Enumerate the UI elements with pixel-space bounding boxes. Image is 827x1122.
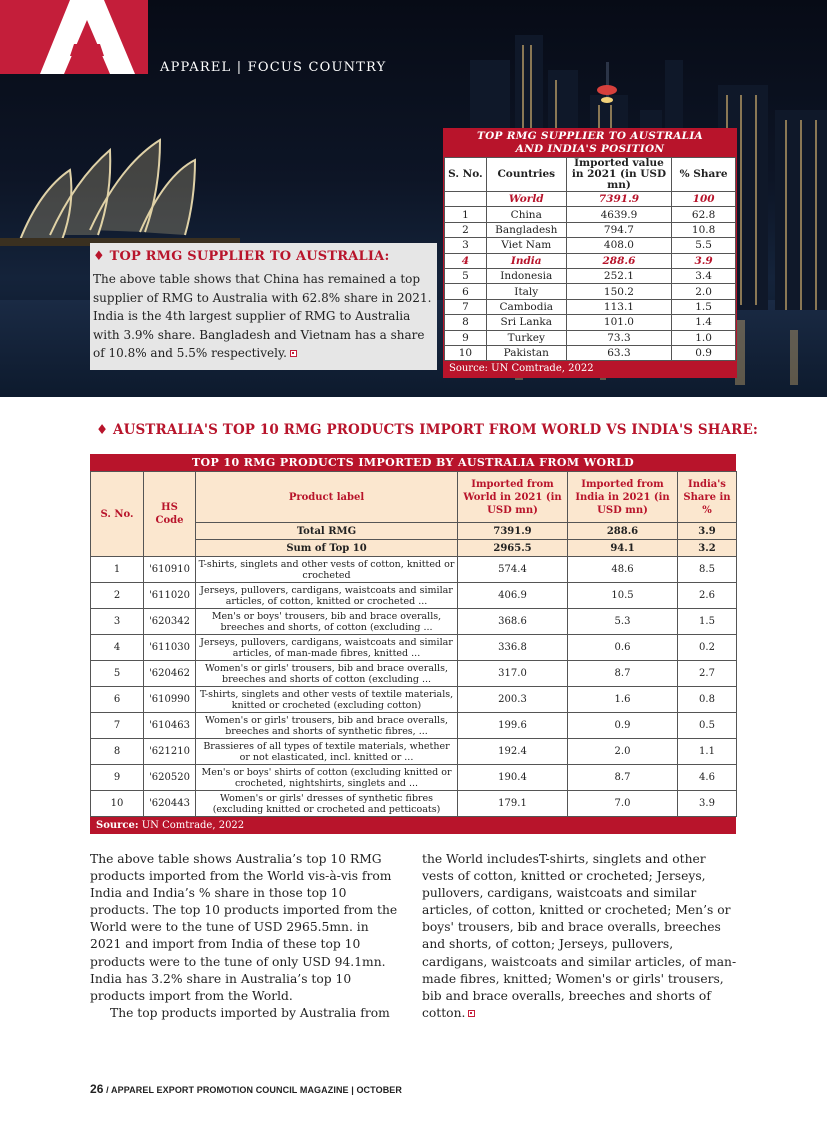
table1-cell-country: China (486, 207, 566, 222)
table2-cell-india: 0.9 (568, 713, 678, 739)
table2-cell-india: 1.6 (568, 687, 678, 713)
table1-cell-value: 4639.9 (566, 207, 672, 222)
end-mark-icon (290, 350, 297, 357)
table1-cell-value: 408.0 (566, 238, 672, 253)
table1-cell-value: 794.7 (566, 222, 672, 237)
table2-row (91, 713, 737, 739)
table1-cell-value: 73.3 (566, 330, 672, 345)
total-label: Total RMG (196, 523, 458, 540)
table2-cell-india: 7.0 (568, 791, 678, 817)
infobox-text-body: The above table shows that China has remained a top supplier of RMG to Australia with 62.8% share in 2021. India is the 4th largest supplier of RMG to Australia with 3.9% share. Bangladesh and Vietnam has a share of 10.8% and 5.5% respectively. (93, 272, 432, 360)
table1-cell-share: 3.9 (672, 253, 736, 268)
table2-cell-sno: 5 (91, 661, 144, 687)
table2-cell-world: 190.4 (458, 765, 568, 791)
table1-cell-share: 1.0 (672, 330, 736, 345)
table1-cell-sno: 4 (445, 253, 487, 268)
sum-world: 2965.5 (458, 540, 568, 557)
table2-col-share: India's Share in % (678, 472, 737, 523)
table1-row (445, 268, 736, 283)
sum-share: 3.2 (678, 540, 737, 557)
table2-cell-world: 574.4 (458, 557, 568, 583)
table1-cell-share: 2.0 (672, 284, 736, 299)
table1-row (445, 315, 736, 330)
table1-cell-value: 288.6 (566, 253, 672, 268)
table1-col-value: Imported value in 2021 (in USD mn) (566, 158, 672, 192)
table2-cell-world: 368.6 (458, 609, 568, 635)
table1-cell-sno (445, 192, 487, 207)
table2-cell-india: 8.7 (568, 661, 678, 687)
table2-cell-world: 317.0 (458, 661, 568, 687)
sum-label: Sum of Top 10 (196, 540, 458, 557)
table2-cell-label: T-shirts, singlets and other vests of textile materials, knitted or crocheted (excluding cotton) (196, 687, 458, 713)
table1-cell-value: 150.2 (566, 284, 672, 299)
body-paragraph-1: The above table shows Australia’s top 10 RMG products imported from the World vis-à-vis from India and India’s % share in those top 10 products. The top 10 products imported from the World were to the tune of USD 2965.5mn. in 2021 and import from India of these top 10 products were to the tune of only USD 94.1mn. India has 3.2% share in Australia’s top 10 products import from the World. (90, 852, 398, 1003)
table2-cell-label: Women's or girls' trousers, bib and brace overalls, breeches and shorts of cotton (excluding ... (196, 661, 458, 687)
magazine-logo-a-icon (0, 0, 160, 76)
table2-col-world: Imported from World in 2021 (in USD mn) (458, 472, 568, 523)
table1-cell-sno: 8 (445, 315, 487, 330)
table1-row (445, 284, 736, 299)
table2-cell-label: Women's or girls' trousers, bib and brace overalls, breeches and shorts of synthetic fibres, ... (196, 713, 458, 739)
table1-row (445, 345, 736, 360)
table2-cell-world: 200.3 (458, 687, 568, 713)
table2-col-product: Product label (196, 472, 458, 523)
table2-row (91, 687, 737, 713)
table2-cell-hs: '620342 (144, 609, 196, 635)
table2-caption: TOP 10 RMG PRODUCTS IMPORTED BY AUSTRALIA FROM WORLD (90, 454, 736, 471)
table2-cell-share: 0.2 (678, 635, 737, 661)
table2-cell-sno: 8 (91, 739, 144, 765)
table2-cell-india: 48.6 (568, 557, 678, 583)
table2-cell-india: 8.7 (568, 765, 678, 791)
table1-cell-sno: 10 (445, 345, 487, 360)
table2-grid (90, 471, 737, 817)
footer-text: / APPAREL EXPORT PROMOTION COUNCIL MAGAZINE | OCTOBER (103, 1085, 402, 1095)
table2-cell-label: Men's or boys' trousers, bib and brace overalls, breeches and shorts, of cotton (excluding ... (196, 609, 458, 635)
table2-cell-label: Jerseys, pullovers, cardigans, waistcoats and similar articles, of cotton, knitted or crocheted ... (196, 583, 458, 609)
table2-cell-world: 179.1 (458, 791, 568, 817)
table2-row (91, 661, 737, 687)
body-column-right (422, 851, 740, 1022)
table2-row (91, 609, 737, 635)
table2-source (90, 817, 736, 834)
table1-cell-country: Viet Nam (486, 238, 566, 253)
table1-cell-value: 113.1 (566, 299, 672, 314)
page-footer (90, 1082, 402, 1096)
infobox-heading: ♦ TOP RMG SUPPLIER TO AUSTRALIA: (93, 249, 390, 264)
infobox-text (93, 270, 434, 363)
table1-cell-country: Sri Lanka (486, 315, 566, 330)
table2-cell-sno: 7 (91, 713, 144, 739)
body-paragraph-3-text: the World includesT-shirts, singlets and other vests of cotton, knitted or crocheted; Jerseys, pullovers, cardigans, waistcoats and similar articles, of cotton, knitted or crocheted; Men’s or boys' trousers, bib and brace overalls, breeches and shorts, of cotton; Jerseys, pullovers, cardigans, waistcoats and similar articles, of man-made fibres, knitted; Women's or girls' trousers, bib and brace overalls, breeches and shorts of cotton. (422, 852, 737, 1020)
table2-col-sno: S. No. (91, 472, 144, 557)
table1-row (445, 330, 736, 345)
table1-cell-value: 101.0 (566, 315, 672, 330)
top-products-table (90, 454, 736, 834)
section-title: APPAREL | FOCUS COUNTRY (160, 60, 387, 75)
table1-cell-sno: 5 (445, 268, 487, 283)
table1-row (445, 207, 736, 222)
table2-cell-hs: '620520 (144, 765, 196, 791)
table1-row (445, 192, 736, 207)
table2-cell-share: 3.9 (678, 791, 737, 817)
table2-cell-world: 336.8 (458, 635, 568, 661)
table2-cell-world: 406.9 (458, 583, 568, 609)
body-paragraph-3 (422, 851, 740, 1022)
table2-row (91, 739, 737, 765)
table1-cell-country: Turkey (486, 330, 566, 345)
table2-row (91, 557, 737, 583)
table2-cell-sno: 2 (91, 583, 144, 609)
table1-col-share: % Share (672, 158, 736, 192)
table2-cell-label: Brassieres of all types of textile materials, whether or not elasticated, incl. knitted or ... (196, 739, 458, 765)
table2-row (91, 635, 737, 661)
table2-cell-hs: '611030 (144, 635, 196, 661)
table2-cell-sno: 3 (91, 609, 144, 635)
table1-cell-share: 10.8 (672, 222, 736, 237)
table1-cell-country: Bangladesh (486, 222, 566, 237)
total-india: 288.6 (568, 523, 678, 540)
table1-cell-country: Pakistan (486, 345, 566, 360)
table1-cell-country: Italy (486, 284, 566, 299)
table1-cell-share: 1.5 (672, 299, 736, 314)
table2-cell-hs: '620462 (144, 661, 196, 687)
body-paragraph-2: The top products imported by Australia from (110, 1005, 390, 1020)
table1-row (445, 238, 736, 253)
table2-cell-india: 0.6 (568, 635, 678, 661)
table2-cell-share: 0.8 (678, 687, 737, 713)
table2-cell-sno: 10 (91, 791, 144, 817)
table1-cell-country: India (486, 253, 566, 268)
table1-cell-sno: 3 (445, 238, 487, 253)
table1-col-country: Countries (486, 158, 566, 192)
table1-cell-sno: 7 (445, 299, 487, 314)
table2-cell-share: 1.1 (678, 739, 737, 765)
table2-cell-share: 2.7 (678, 661, 737, 687)
table2-cell-share: 1.5 (678, 609, 737, 635)
table2-source-text: UN Comtrade, 2022 (138, 820, 245, 831)
table1-row (445, 222, 736, 237)
table2-header-row (91, 472, 737, 523)
table2-cell-hs: '610463 (144, 713, 196, 739)
table2-cell-share: 2.6 (678, 583, 737, 609)
table1-cell-sno: 1 (445, 207, 487, 222)
table1-cell-country: World (486, 192, 566, 207)
table1-cell-value: 252.1 (566, 268, 672, 283)
table2-cell-label: T-shirts, singlets and other vests of cotton, knitted or crocheted (196, 557, 458, 583)
table2-cell-world: 199.6 (458, 713, 568, 739)
section2-heading: ♦ AUSTRALIA'S TOP 10 RMG PRODUCTS IMPORT FROM WORLD VS INDIA'S SHARE: (96, 422, 758, 438)
table2-row (91, 583, 737, 609)
body-column-left (90, 851, 402, 1022)
table2-cell-label: Women's or girls' dresses of synthetic fibres (excluding knitted or crocheted and petticoats) (196, 791, 458, 817)
table2-cell-sno: 1 (91, 557, 144, 583)
table1-cell-share: 62.8 (672, 207, 736, 222)
sum-india: 94.1 (568, 540, 678, 557)
table1-caption-line2: AND INDIA'S POSITION (515, 143, 665, 155)
table1-cell-share: 100 (672, 192, 736, 207)
table1-row (445, 253, 736, 268)
table1-source: Source: UN Comtrade, 2022 (444, 361, 736, 377)
table1-caption (444, 129, 736, 157)
top-supplier-table (443, 128, 737, 378)
table2-cell-sno: 4 (91, 635, 144, 661)
table2-body (91, 557, 737, 817)
table2-cell-sno: 6 (91, 687, 144, 713)
table2-col-india: Imported from India in 2021 (in USD mn) (568, 472, 678, 523)
table1-grid (444, 157, 736, 361)
table1-cell-country: Cambodia (486, 299, 566, 314)
table2-cell-india: 10.5 (568, 583, 678, 609)
table1-row (445, 299, 736, 314)
hero-image (0, 0, 827, 397)
table2-cell-india: 2.0 (568, 739, 678, 765)
table2-cell-hs: '610990 (144, 687, 196, 713)
table2-cell-share: 8.5 (678, 557, 737, 583)
table1-cell-sno: 2 (445, 222, 487, 237)
top-supplier-infobox (90, 243, 437, 370)
table2-cell-label: Jerseys, pullovers, cardigans, waistcoats and similar articles, of man-made fibres, knitted ... (196, 635, 458, 661)
table1-cell-share: 0.9 (672, 345, 736, 360)
total-share: 3.9 (678, 523, 737, 540)
table1-col-sno: S. No. (445, 158, 487, 192)
table2-cell-hs: '621210 (144, 739, 196, 765)
table2-row (91, 791, 737, 817)
table1-cell-share: 1.4 (672, 315, 736, 330)
table1-cell-value: 7391.9 (566, 192, 672, 207)
total-world: 7391.9 (458, 523, 568, 540)
table2-cell-hs: '611020 (144, 583, 196, 609)
table1-caption-line1: TOP RMG SUPPLIER TO AUSTRALIA (476, 130, 704, 142)
table1-cell-share: 5.5 (672, 238, 736, 253)
table2-source-label: Source: (96, 820, 139, 831)
table2-cell-hs: '620443 (144, 791, 196, 817)
end-mark-icon (468, 1010, 475, 1017)
table1-cell-sno: 9 (445, 330, 487, 345)
table2-cell-india: 5.3 (568, 609, 678, 635)
table1-body (445, 192, 736, 361)
table2-cell-hs: '610910 (144, 557, 196, 583)
page-number: 26 (90, 1082, 104, 1096)
table2-row (91, 765, 737, 791)
table2-cell-world: 192.4 (458, 739, 568, 765)
table2-cell-share: 4.6 (678, 765, 737, 791)
table2-cell-share: 0.5 (678, 713, 737, 739)
table1-cell-value: 63.3 (566, 345, 672, 360)
table2-cell-sno: 9 (91, 765, 144, 791)
table1-cell-country: Indonesia (486, 268, 566, 283)
table1-cell-sno: 6 (445, 284, 487, 299)
table2-col-hs: HS Code (144, 472, 196, 557)
table1-cell-share: 3.4 (672, 268, 736, 283)
table1-header-row (445, 158, 736, 192)
table2-cell-label: Men's or boys' shirts of cotton (excluding knitted or crocheted, nightshirts, singlets and ... (196, 765, 458, 791)
